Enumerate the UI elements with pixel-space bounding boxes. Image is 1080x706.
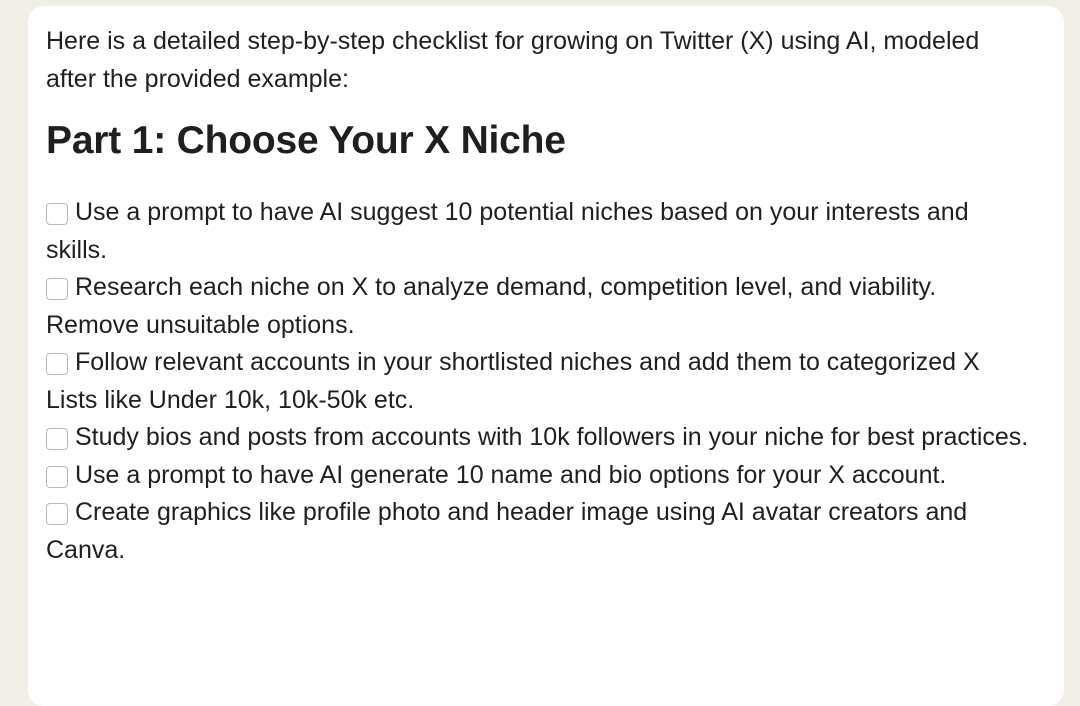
intro-text: Here is a detailed step-by-step checklist for growing on Twitter (X) using AI, modeled after the provided example: [46, 27, 980, 93]
checkbox[interactable] [46, 353, 68, 375]
checkbox[interactable] [46, 203, 68, 225]
message-card [28, 6, 1064, 706]
checklist-item-text: Create graphics like profile photo and header image using AI avatar creators and Canva. [46, 498, 968, 564]
checklist-item [46, 344, 1036, 419]
checklist-item [46, 419, 1036, 457]
checkbox[interactable] [46, 278, 68, 300]
checklist-item-text: Use a prompt to have AI suggest 10 potential niches based on your interests and skills. [46, 198, 969, 264]
checkbox[interactable] [46, 466, 68, 488]
checkbox[interactable] [46, 503, 68, 525]
checklist-item [46, 457, 1036, 495]
checklist-item-text: Research each niche on X to analyze demand, competition level, and viability. Remove unsuitable options. [46, 273, 937, 339]
checkbox[interactable] [46, 428, 68, 450]
checklist-item [46, 494, 1036, 569]
checklist-item-text: Follow relevant accounts in your shortlisted niches and add them to categorized X Lists like Under 10k, 10k-50k etc. [46, 348, 980, 414]
section-heading: Part 1: Choose Your X Niche [46, 119, 566, 162]
checklist-item-text: Use a prompt to have AI generate 10 name and bio options for your X account. [75, 460, 947, 489]
checklist-item [46, 269, 1036, 344]
checklist-item-text: Study bios and posts from accounts with 10k followers in your niche for best practices. [75, 423, 1029, 451]
checklist [46, 194, 1036, 569]
checklist-item [46, 194, 1036, 269]
